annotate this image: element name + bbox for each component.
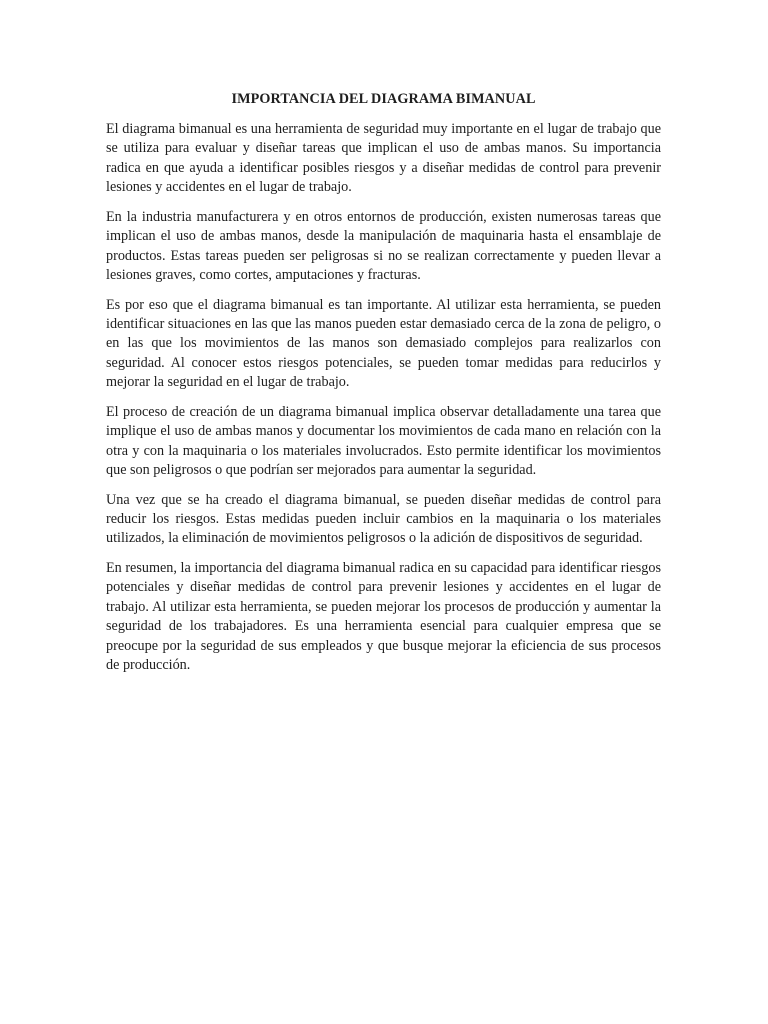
paragraph-5: Una vez que se ha creado el diagrama bimanual, se pueden diseñar medidas de control para reducir los riesgos. Estas medidas pueden incluir cambios en la maquinaria o los materiales utilizados, la eliminación de movimientos peligrosos o la adición de dispositivos de seguridad. [106,491,661,547]
paragraph-6: En resumen, la importancia del diagrama bimanual radica en su capacidad para identificar riesgos potenciales y diseñar medidas de control para prevenir lesiones y accidentes en el lugar de trabajo. Al utilizar esta herramienta, se pueden mejorar los procesos de producción y aumentar la seguridad de los trabajadores. Es una herramienta esencial para cualquier empresa que se preocupe por la seguridad de sus empleados y que busque mejorar la eficiencia de sus procesos de producción. [106,560,661,674]
document-page [106,90,661,686]
paragraph-3: Es por eso que el diagrama bimanual es tan importante. Al utilizar esta herramienta, se pueden identificar situaciones en las que las manos pueden estar demasiado cerca de la zona de peligro, o en las que los movimientos de las manos son demasiado complejos para realizarlos con seguridad. Al conocer estos riesgos potenciales, se pueden tomar medidas para reducirlos y mejorar la seguridad en el lugar de trabajo. [106,296,661,391]
document-title: IMPORTANCIA DEL DIAGRAMA BIMANUAL [231,91,536,107]
paragraph-4: El proceso de creación de un diagrama bimanual implica observar detalladamente una tarea que implique el uso de ambas manos y documentar los movimientos de cada mano en relación con la otra y con la maquinaria o los materiales involucrados. Esto permite identificar los movimientos que son peligrosos o que podrían ser mejorados para aumentar la seguridad. [106,403,661,479]
paragraph-2: En la industria manufacturera y en otros entornos de producción, existen numerosas tareas que implican el uso de ambas manos, desde la manipulación de maquinaria hasta el ensamblaje de productos. Estas tareas pueden ser peligrosas si no se realizan correctamente y pueden llevar a lesiones graves, como cortes, amputaciones y fracturas. [106,208,661,284]
paragraph-1: El diagrama bimanual es una herramienta de seguridad muy importante en el lugar de trabajo que se utiliza para evaluar y diseñar tareas que implican el uso de ambas manos. Su importancia radica en que ayuda a identificar posibles riesgos y a diseñar medidas de control para prevenir lesiones y accidentes en el lugar de trabajo. [106,121,661,196]
